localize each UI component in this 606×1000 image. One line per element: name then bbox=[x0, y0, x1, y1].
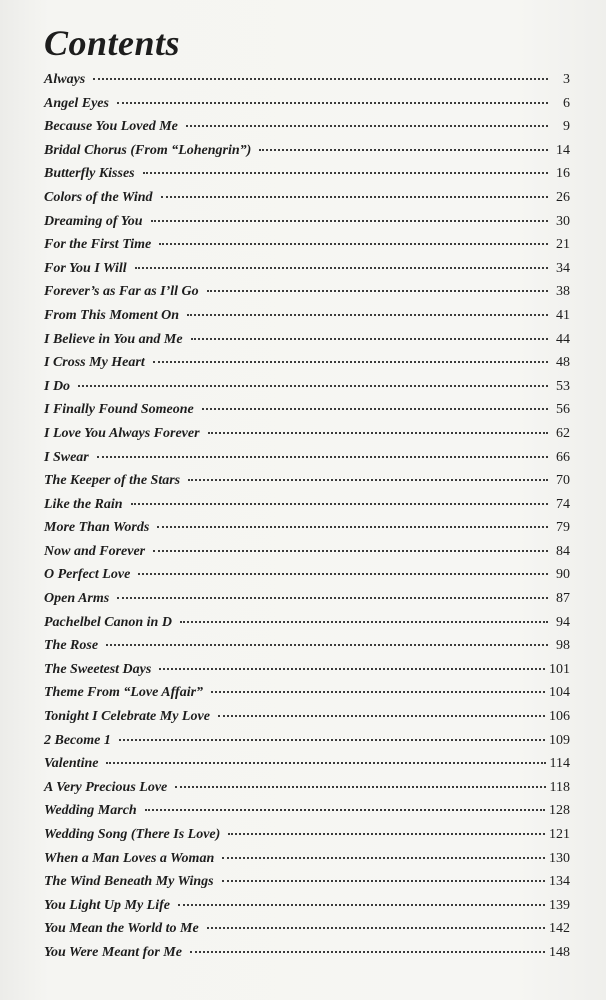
entry-page-number: 98 bbox=[556, 638, 570, 654]
toc-entry bbox=[44, 544, 570, 568]
entry-page-number: 109 bbox=[549, 732, 570, 748]
entry-title: The Keeper of the Stars bbox=[44, 473, 181, 489]
dot-leader bbox=[138, 573, 548, 575]
entry-title: Tonight I Celebrate My Love bbox=[44, 709, 210, 725]
entry-page-number: 130 bbox=[549, 850, 570, 866]
entry-page-number: 74 bbox=[556, 496, 570, 512]
entry-title: Forever’s as Far as I’ll Go bbox=[44, 284, 199, 300]
entry-title: I Believe in You and Me bbox=[44, 331, 183, 347]
toc-entry bbox=[44, 945, 570, 969]
toc-entry bbox=[44, 615, 570, 639]
entry-title: I Do bbox=[44, 378, 71, 394]
toc-entry bbox=[44, 497, 570, 521]
entry-page-number: 84 bbox=[556, 543, 570, 559]
dot-leader bbox=[159, 243, 548, 245]
entry-page-number: 121 bbox=[549, 827, 570, 842]
entry-title: I Finally Found Someone bbox=[44, 402, 194, 418]
toc-entry bbox=[44, 662, 570, 686]
toc-entry bbox=[44, 166, 570, 190]
dot-leader bbox=[93, 78, 548, 80]
entry-page-number: 70 bbox=[556, 473, 570, 489]
entry-page-number: 9 bbox=[563, 119, 570, 135]
entry-page-number: 87 bbox=[556, 591, 570, 607]
toc-entry bbox=[44, 685, 570, 709]
entry-title: Always bbox=[44, 72, 86, 87]
dot-leader bbox=[131, 503, 548, 505]
entry-page-number: 16 bbox=[556, 166, 570, 182]
toc-entry bbox=[44, 332, 570, 356]
dot-leader bbox=[190, 951, 545, 953]
entry-page-number: 90 bbox=[556, 567, 570, 583]
dot-leader bbox=[211, 691, 545, 693]
toc-entry bbox=[44, 308, 570, 332]
dot-leader bbox=[159, 668, 545, 670]
toc-entry bbox=[44, 72, 570, 96]
toc-entry bbox=[44, 520, 570, 544]
toc-entry bbox=[44, 567, 570, 591]
dot-leader bbox=[97, 456, 548, 458]
entry-title: When a Man Loves a Woman bbox=[44, 850, 215, 866]
entry-page-number: 118 bbox=[549, 779, 570, 795]
entry-page-number: 62 bbox=[556, 425, 570, 441]
entry-title: 2 Become 1 bbox=[44, 732, 111, 748]
entry-title: More Than Words bbox=[44, 520, 150, 536]
entry-title: For the First Time bbox=[44, 237, 152, 253]
toc-entry bbox=[44, 379, 570, 403]
toc-entry bbox=[44, 119, 570, 143]
entry-title: Colors of the Wind bbox=[44, 189, 153, 205]
entry-title: Pachelbel Canon in D bbox=[44, 614, 172, 630]
entry-page-number: 142 bbox=[549, 921, 570, 937]
entry-title: I Love You Always Forever bbox=[44, 425, 200, 441]
entry-page-number: 34 bbox=[556, 260, 570, 276]
entry-title: The Wind Beneath My Wings bbox=[44, 874, 214, 890]
dot-leader bbox=[119, 739, 545, 741]
entry-title: From This Moment On bbox=[44, 307, 179, 323]
dot-leader bbox=[178, 904, 545, 906]
entry-title: Now and Forever bbox=[44, 543, 146, 559]
dot-leader bbox=[188, 479, 548, 481]
entry-title: For You I Will bbox=[44, 260, 127, 276]
entry-page-number: 104 bbox=[549, 685, 570, 701]
dot-leader bbox=[186, 125, 548, 127]
entry-title: Bridal Chorus (From “Lohengrin”) bbox=[44, 142, 252, 158]
toc-entry bbox=[44, 709, 570, 733]
toc-entry bbox=[44, 756, 570, 780]
entry-page-number: 134 bbox=[549, 874, 570, 890]
entry-title: I Swear bbox=[44, 449, 89, 465]
entry-page-number: 3 bbox=[563, 72, 570, 87]
toc-entry bbox=[44, 143, 570, 167]
toc-entry bbox=[44, 355, 570, 379]
entry-page-number: 106 bbox=[549, 709, 570, 725]
dot-leader bbox=[175, 786, 545, 788]
entry-page-number: 6 bbox=[563, 95, 570, 111]
dot-leader bbox=[180, 621, 548, 623]
toc-entry bbox=[44, 733, 570, 757]
entry-title: O Perfect Love bbox=[44, 567, 131, 583]
dot-leader bbox=[187, 314, 548, 316]
entry-page-number: 101 bbox=[549, 661, 570, 677]
toc-entry bbox=[44, 284, 570, 308]
entry-title: Angel Eyes bbox=[44, 95, 109, 111]
page-title: Contents bbox=[44, 23, 181, 63]
dot-leader bbox=[228, 833, 545, 835]
dot-leader bbox=[143, 172, 548, 174]
entry-title: You Light Up My Life bbox=[44, 897, 170, 913]
dot-leader bbox=[259, 149, 548, 151]
entry-page-number: 30 bbox=[556, 213, 570, 229]
dot-leader bbox=[106, 644, 548, 646]
table-of-contents bbox=[44, 72, 570, 969]
dot-leader bbox=[153, 550, 548, 552]
toc-entry bbox=[44, 874, 570, 898]
entry-page-number: 44 bbox=[556, 331, 570, 347]
entry-page-number: 56 bbox=[556, 402, 570, 418]
entry-page-number: 66 bbox=[556, 449, 570, 465]
entry-title: You Were Meant for Me bbox=[44, 944, 182, 960]
toc-entry bbox=[44, 780, 570, 804]
toc-entry bbox=[44, 591, 570, 615]
entry-page-number: 14 bbox=[556, 142, 570, 158]
dot-leader bbox=[222, 857, 545, 859]
entry-page-number: 114 bbox=[549, 756, 570, 772]
dot-leader bbox=[153, 361, 548, 363]
entry-title: The Rose bbox=[44, 638, 99, 654]
entry-page-number: 21 bbox=[556, 237, 570, 253]
dot-leader bbox=[78, 385, 548, 387]
entry-page-number: 38 bbox=[556, 284, 570, 300]
dot-leader bbox=[202, 408, 548, 410]
toc-entry bbox=[44, 402, 570, 426]
dot-leader bbox=[145, 809, 545, 811]
entry-page-number: 79 bbox=[556, 520, 570, 536]
toc-entry bbox=[44, 638, 570, 662]
toc-entry bbox=[44, 450, 570, 474]
entry-title: Because You Loved Me bbox=[44, 119, 178, 135]
dot-leader bbox=[207, 927, 545, 929]
entry-title: Like the Rain bbox=[44, 496, 123, 512]
dot-leader bbox=[191, 338, 548, 340]
entry-page-number: 53 bbox=[556, 378, 570, 394]
dot-leader bbox=[218, 715, 545, 717]
toc-entry bbox=[44, 851, 570, 875]
dot-leader bbox=[207, 290, 548, 292]
dot-leader bbox=[151, 220, 548, 222]
toc-entry bbox=[44, 261, 570, 285]
dot-leader bbox=[106, 762, 545, 764]
toc-entry bbox=[44, 237, 570, 261]
dot-leader bbox=[135, 267, 548, 269]
dot-leader bbox=[208, 432, 548, 434]
toc-entry bbox=[44, 473, 570, 497]
dot-leader bbox=[222, 880, 545, 882]
toc-entry bbox=[44, 898, 570, 922]
toc-entry bbox=[44, 827, 570, 851]
entry-page-number: 41 bbox=[556, 307, 570, 323]
entry-title: Wedding March bbox=[44, 803, 137, 819]
toc-entry bbox=[44, 426, 570, 450]
dot-leader bbox=[161, 196, 548, 198]
entry-page-number: 139 bbox=[549, 897, 570, 913]
entry-page-number: 128 bbox=[549, 803, 570, 819]
entry-title: A Very Precious Love bbox=[44, 779, 168, 795]
entry-title: The Sweetest Days bbox=[44, 661, 152, 677]
toc-entry bbox=[44, 96, 570, 120]
entry-title: Valentine bbox=[44, 756, 99, 772]
entry-title: Butterfly Kisses bbox=[44, 166, 135, 182]
entry-title: You Mean the World to Me bbox=[44, 921, 199, 937]
dot-leader bbox=[157, 526, 548, 528]
toc-entry bbox=[44, 214, 570, 238]
dot-leader bbox=[117, 102, 548, 104]
toc-entry bbox=[44, 921, 570, 945]
entry-page-number: 148 bbox=[549, 944, 570, 960]
toc-entry bbox=[44, 190, 570, 214]
entry-title: Theme From “Love Affair” bbox=[44, 685, 204, 701]
entry-title: Wedding Song (There Is Love) bbox=[44, 827, 221, 842]
entry-title: Open Arms bbox=[44, 591, 110, 607]
entry-page-number: 26 bbox=[556, 189, 570, 205]
dot-leader bbox=[117, 597, 548, 599]
entry-title: Dreaming of You bbox=[44, 213, 143, 229]
toc-entry bbox=[44, 803, 570, 827]
entry-title: I Cross My Heart bbox=[44, 355, 145, 371]
entry-page-number: 94 bbox=[556, 614, 570, 630]
entry-page-number: 48 bbox=[556, 355, 570, 371]
